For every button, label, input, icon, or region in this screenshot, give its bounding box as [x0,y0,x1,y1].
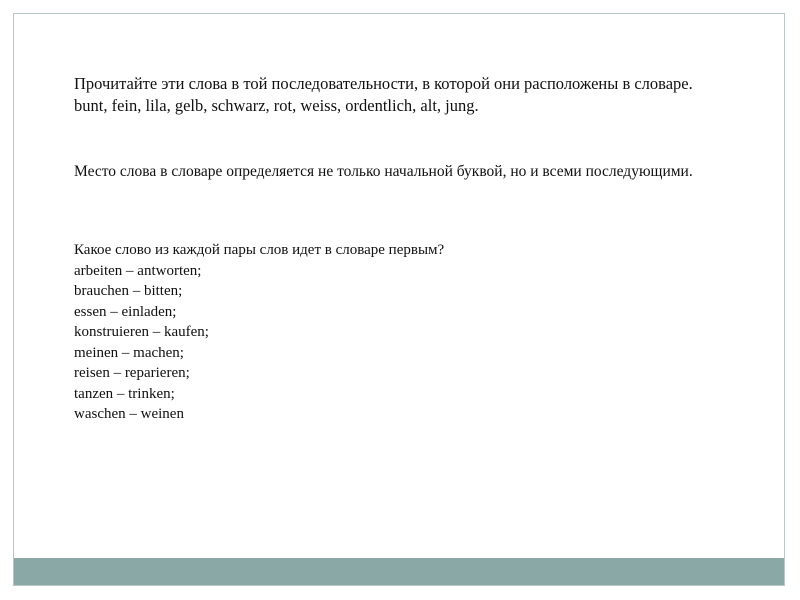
word-pair: essen – einladen; [74,303,177,320]
word-pair: brauchen – bitten; [74,283,183,299]
slide-content [74,73,764,425]
slide [13,13,785,586]
word-pair: waschen – weinen [74,406,184,422]
task-word-pairs [74,240,764,425]
pairs-question: Какое слово из каждой пары слов идет в словаре первым? [74,242,445,258]
word-pair: tanzen – trinken; [74,385,175,402]
task-instruction: Прочитайте эти слова в той последовательности, в которой они расположены в словаре. [74,74,693,93]
word-pair: meinen – machen; [74,344,184,361]
word-pair: arbeiten – antworten; [74,262,202,279]
word-list: bunt, fein, lila, gelb, schwarz, rot, weiss, ordentlich, alt, jung. [74,96,479,115]
rule-text: Место слова в словаре определяется не только начальной буквой, но и всеми последующими. [74,163,693,180]
word-pair: konstruieren – kaufen; [74,324,209,340]
rule-paragraph [74,161,764,183]
footer-band [14,558,784,585]
task-alphabetical-order [74,73,764,117]
word-pair: reisen – reparieren; [74,365,190,381]
